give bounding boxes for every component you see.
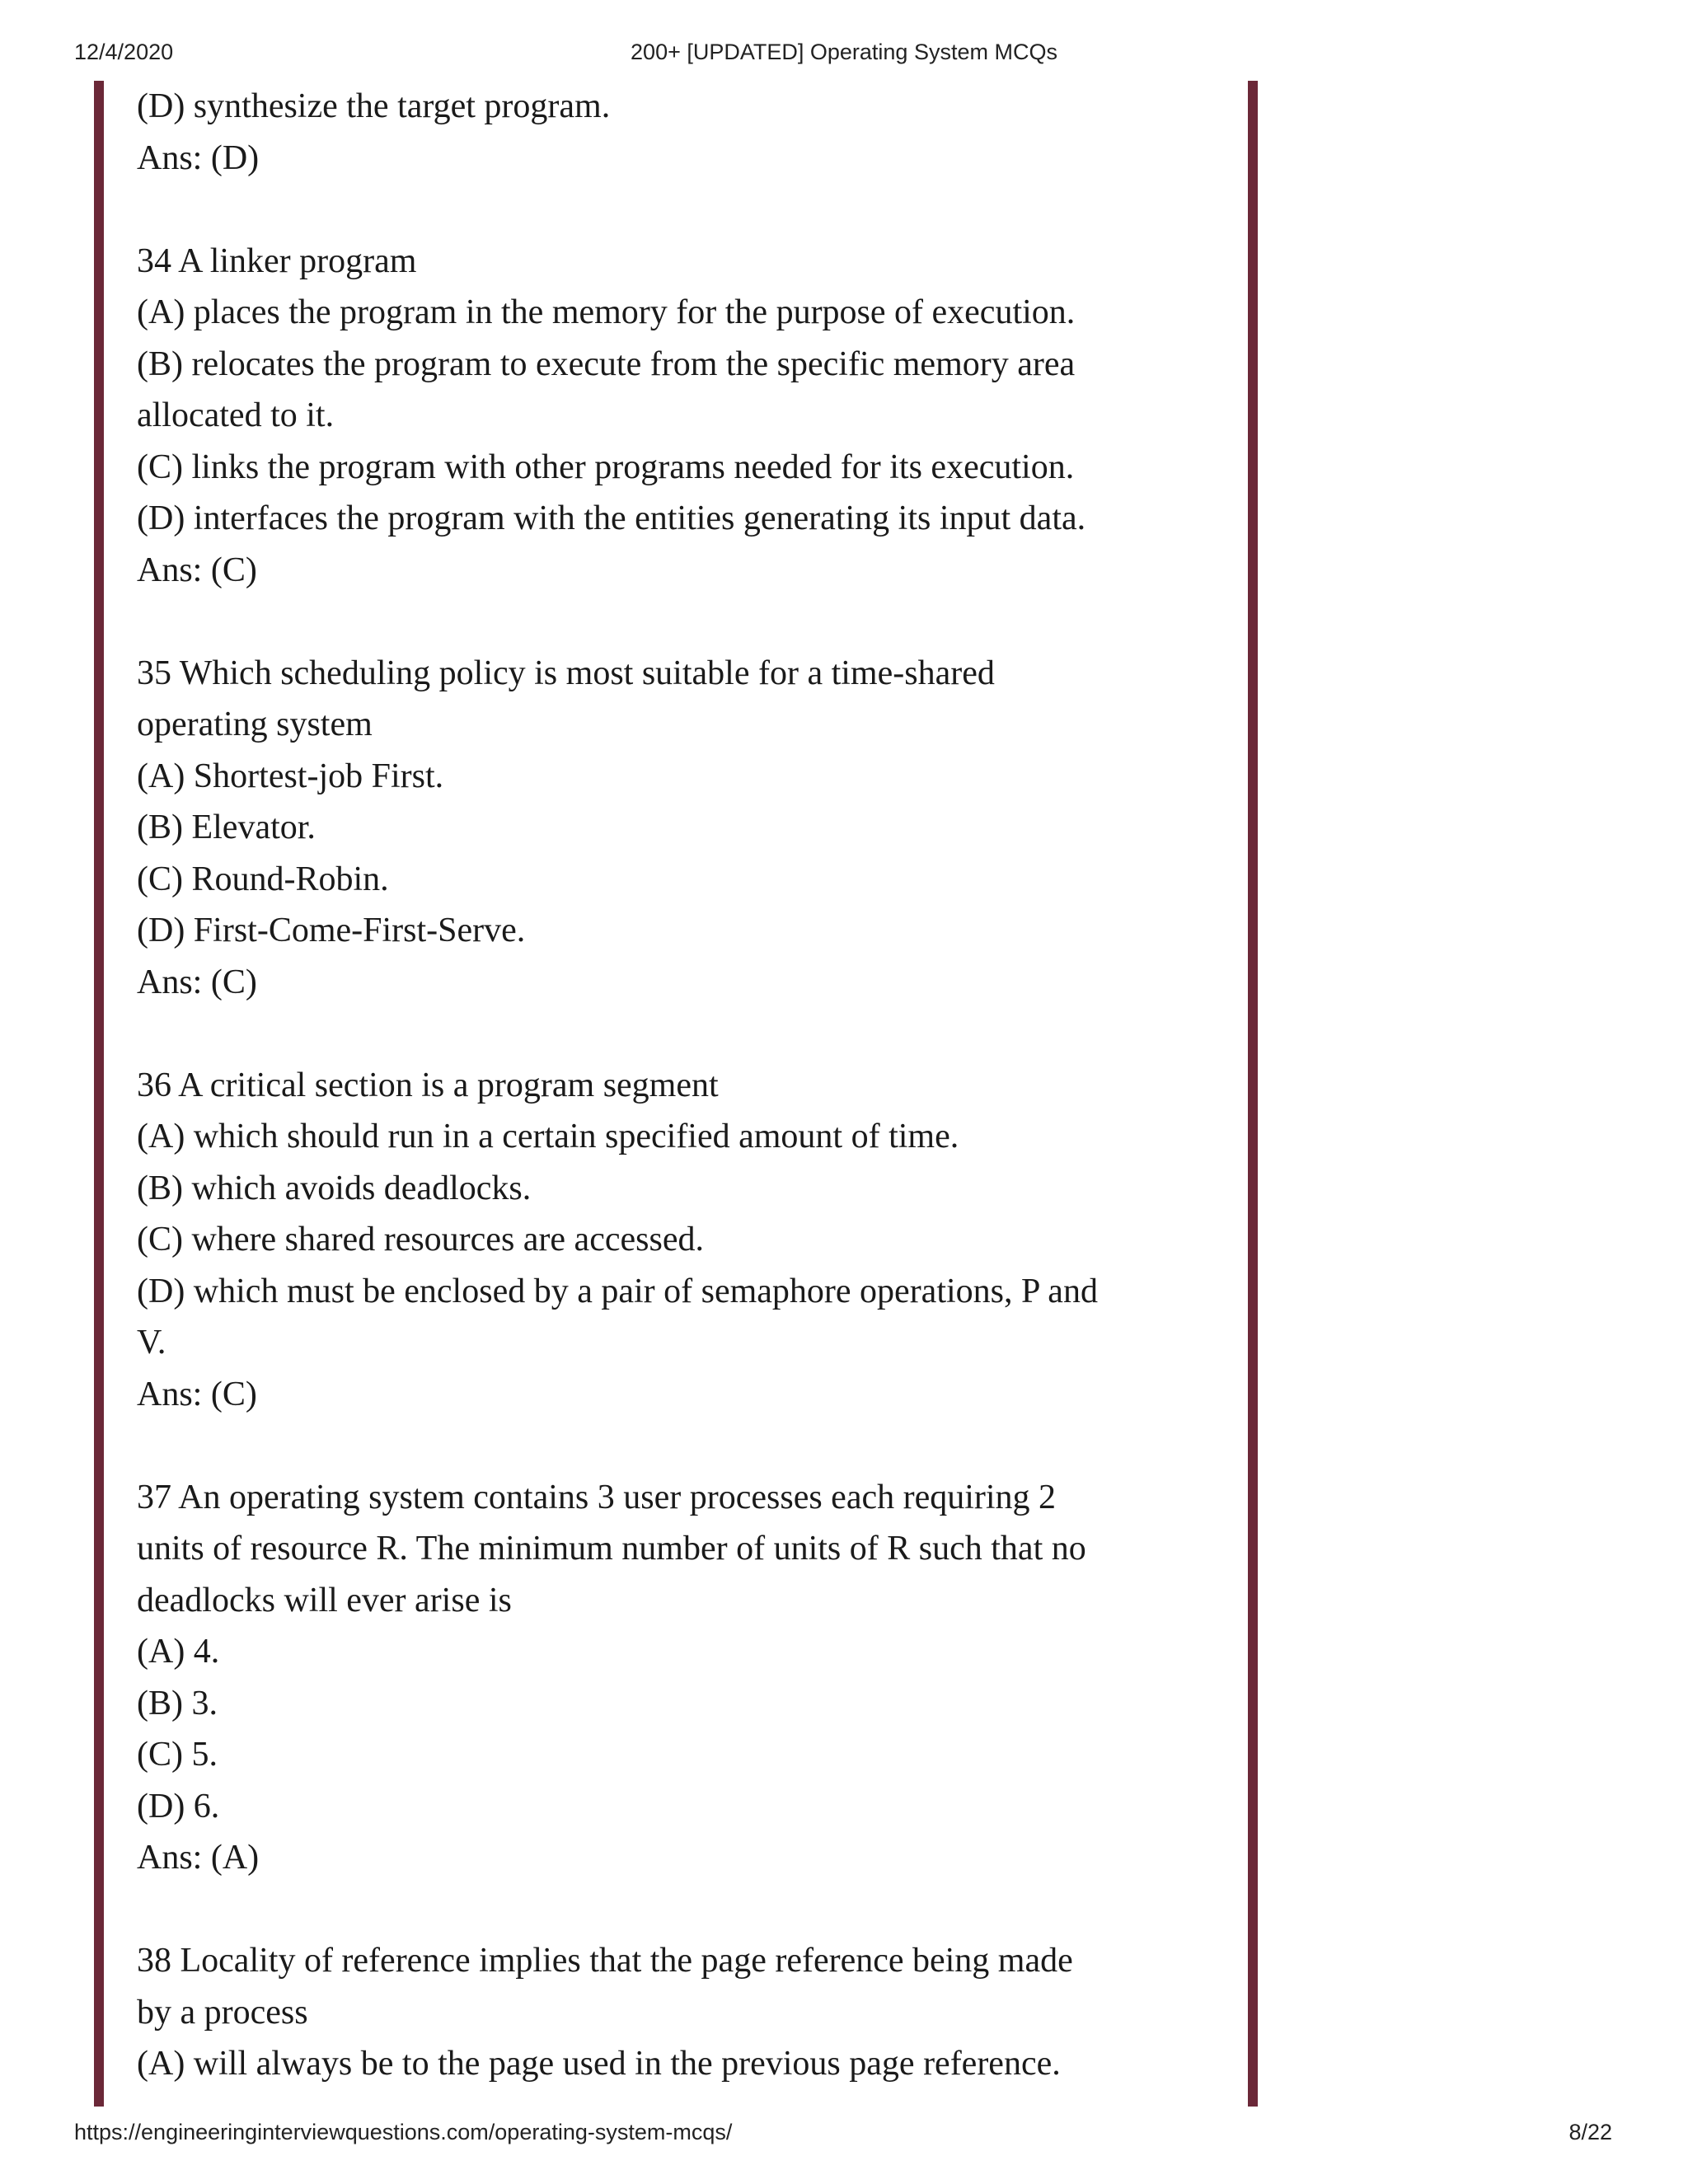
- source-url: https://engineeringinterviewquestions.com/operating-system-mcqs/: [74, 2120, 733, 2144]
- option-a: (A) Shortest-job First.: [137, 757, 444, 795]
- question-text-continued: deadlocks will ever arise is: [137, 1581, 512, 1619]
- option-d: (D) interfaces the program with the entities generating its input data.: [137, 499, 1086, 537]
- right-border-bar: [1248, 81, 1258, 2107]
- option-b: (B) Elevator.: [137, 808, 316, 846]
- option-b: (B) relocates the program to execute from the specific memory area: [137, 344, 1076, 383]
- answer: Ans: (C): [137, 1375, 257, 1413]
- option-d: (D) 6.: [137, 1787, 220, 1825]
- option-a: (A) 4.: [137, 1633, 220, 1671]
- question-text: 37 An operating system contains 3 user processes each requiring 2: [137, 1478, 1057, 1516]
- question-33-tail: [137, 81, 1233, 184]
- option-c: (C) where shared resources are accessed.: [137, 1221, 704, 1258]
- option-d: (D) First-Come-First-Serve.: [137, 912, 526, 949]
- option-d-continued: V.: [137, 1324, 166, 1361]
- question-text-continued: units of resource R. The minimum number of units of R such that no: [137, 1530, 1086, 1568]
- question-text-continued: by a process: [137, 1993, 308, 2032]
- question-text: 38 Locality of reference implies that the page reference being made: [137, 1942, 1073, 1980]
- option-d: (D) synthesize the target program.: [137, 87, 611, 125]
- question-36: [137, 1060, 1233, 1421]
- option-a: (A) places the program in the memory for the purpose of execution.: [137, 293, 1076, 331]
- option-b: (B) which avoids deadlocks.: [137, 1169, 532, 1207]
- answer: Ans: (C): [137, 963, 257, 1001]
- answer: Ans: (A): [137, 1839, 260, 1877]
- question-35: [137, 648, 1233, 1009]
- option-a: (A) will always be to the page used in the previous page reference.: [137, 2045, 1061, 2083]
- option-d: (D) which must be enclosed by a pair of semaphore operations, P and: [137, 1272, 1098, 1310]
- option-c: (C) 5.: [137, 1736, 218, 1774]
- option-b-continued: allocated to it.: [137, 396, 335, 434]
- answer: Ans: (C): [137, 551, 257, 589]
- option-a: (A) which should run in a certain specified amount of time.: [137, 1118, 959, 1155]
- question-text-continued: operating system: [137, 705, 373, 743]
- question-text: 36 A critical section is a program segment: [137, 1066, 719, 1104]
- question-37: [137, 1472, 1233, 1884]
- question-text: 35 Which scheduling policy is most suitable for a time-shared: [137, 654, 995, 692]
- left-border-bar: [94, 81, 104, 2107]
- question-34: [137, 236, 1233, 597]
- page-title: 200+ [UPDATED] Operating System MCQs: [631, 40, 1057, 64]
- answer: Ans: (D): [137, 138, 260, 177]
- question-text: 34 A linker program: [137, 241, 417, 280]
- mcq-content: [137, 81, 1233, 2090]
- option-c: (C) Round-Robin.: [137, 860, 389, 898]
- print-date: 12/4/2020: [74, 40, 174, 64]
- option-c: (C) links the program with other programs needed for its execution.: [137, 448, 1075, 486]
- option-b: (B) 3.: [137, 1684, 218, 1722]
- page-number: 8/22: [1568, 2120, 1612, 2144]
- question-38: [137, 1935, 1233, 2090]
